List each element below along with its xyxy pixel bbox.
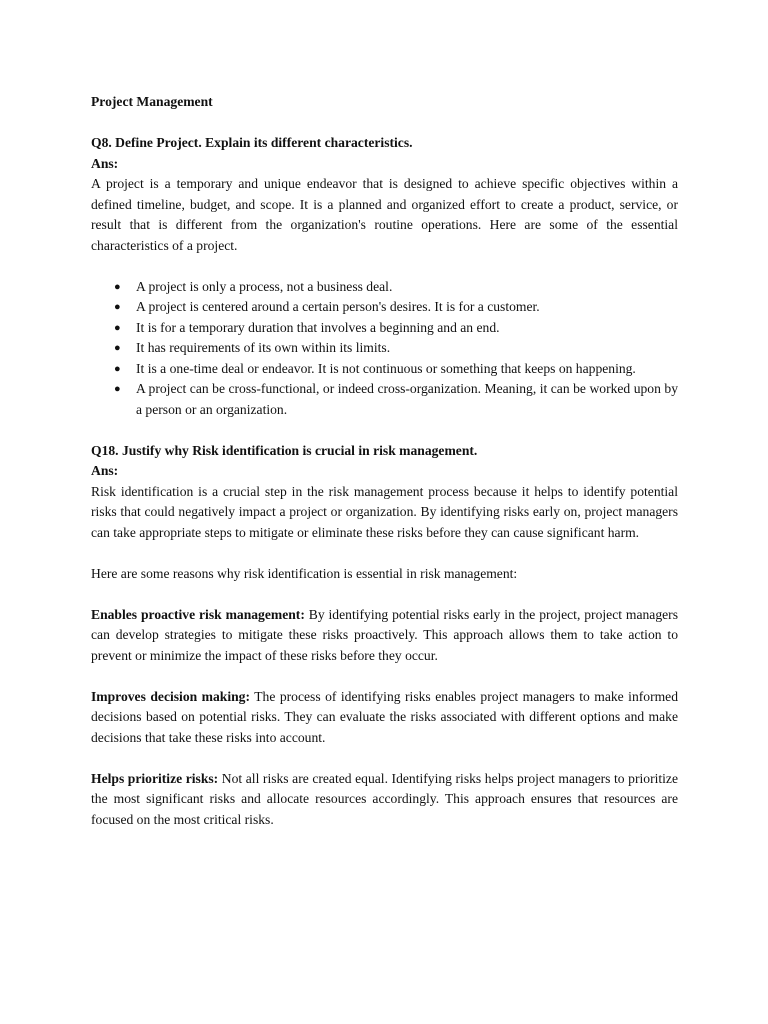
reason-term: Helps prioritize risks: (91, 770, 219, 786)
list-item-text: It is for a temporary duration that involves a beginning and an end. (136, 319, 500, 335)
list-item (91, 379, 678, 420)
reason-paragraph (91, 605, 678, 667)
answer-paragraph: Risk identification is a crucial step in the risk management process because it helps to identify potential risks that could negatively impact a project or organization. By identifying risks early on, project managers can take appropriate steps to mitigate or eliminate these risks before they can cause significant harm. (91, 483, 678, 540)
list-item (91, 338, 678, 359)
list-item-text: It has requirements of its own within its limits. (136, 340, 391, 355)
reason-paragraph (91, 687, 678, 749)
list-item (91, 277, 678, 298)
reason-paragraph (91, 769, 678, 831)
document-title: Project Management (91, 94, 213, 109)
bullet-icon: ● (114, 383, 121, 395)
characteristics-list (91, 277, 678, 421)
reason-term: Improves decision making: (91, 688, 251, 704)
answer-label: Ans: (91, 463, 119, 478)
list-item-text: It is a one-time deal or endeavor. It is not continuous or something that keeps on happening. (136, 360, 636, 376)
question-q8-section (91, 133, 678, 420)
bullet-icon: ● (114, 280, 121, 293)
reason-text: Not all risks are created equal. Identifying risks helps project managers to prioritize the most significant risks and allocate resources accordingly. This approach ensures that resources are focused on the most critical risks. (91, 770, 678, 827)
answer-paragraph: A project is a temporary and unique endeavor that is designed to achieve specific objectives within a defined timeline, budget, and scope. It is a planned and organized effort to create a product, service, or result that is different from the organization's routine operations. Here are some of the essential characteristics of a project. (91, 176, 678, 253)
reason-term: Enables proactive risk management: (91, 606, 305, 622)
list-item (91, 318, 678, 339)
list-item (91, 297, 678, 318)
bullet-icon: ● (114, 342, 121, 354)
list-item-text: A project can be cross-functional, or indeed cross-organization. Meaning, it can be worked upon by a person or an organization. (136, 381, 678, 417)
answer-label: Ans: (91, 155, 119, 171)
list-item (91, 359, 678, 380)
bullet-icon: ● (114, 362, 121, 375)
reasons-lead-paragraph: Here are some reasons why risk identification is essential in risk management: (91, 565, 518, 581)
bullet-icon: ● (114, 301, 121, 313)
document-body (91, 92, 678, 830)
reason-text: The process of identifying risks enables project managers to make informed decisions based on potential risks. They can evaluate the risks associated with different options and make decisions that take these risks into account. (91, 688, 678, 745)
question-q8-heading: Q8. Define Project. Explain its different characteristics. (91, 135, 413, 150)
question-q18-section (91, 441, 678, 831)
reason-text: By identifying potential risks early in the project, project managers can develop strategies to mitigate these risks proactively. This approach allows them to take action to prevent or minimize the impact of these risks before they occur. (91, 606, 678, 663)
question-q18-heading: Q18. Justify why Risk identification is crucial in risk management. (91, 442, 478, 458)
list-item-text: A project is centered around a certain person's desires. It is for a customer. (136, 299, 540, 314)
bullet-icon: ● (114, 321, 121, 334)
list-item-text: A project is only a process, not a business deal. (136, 278, 393, 294)
